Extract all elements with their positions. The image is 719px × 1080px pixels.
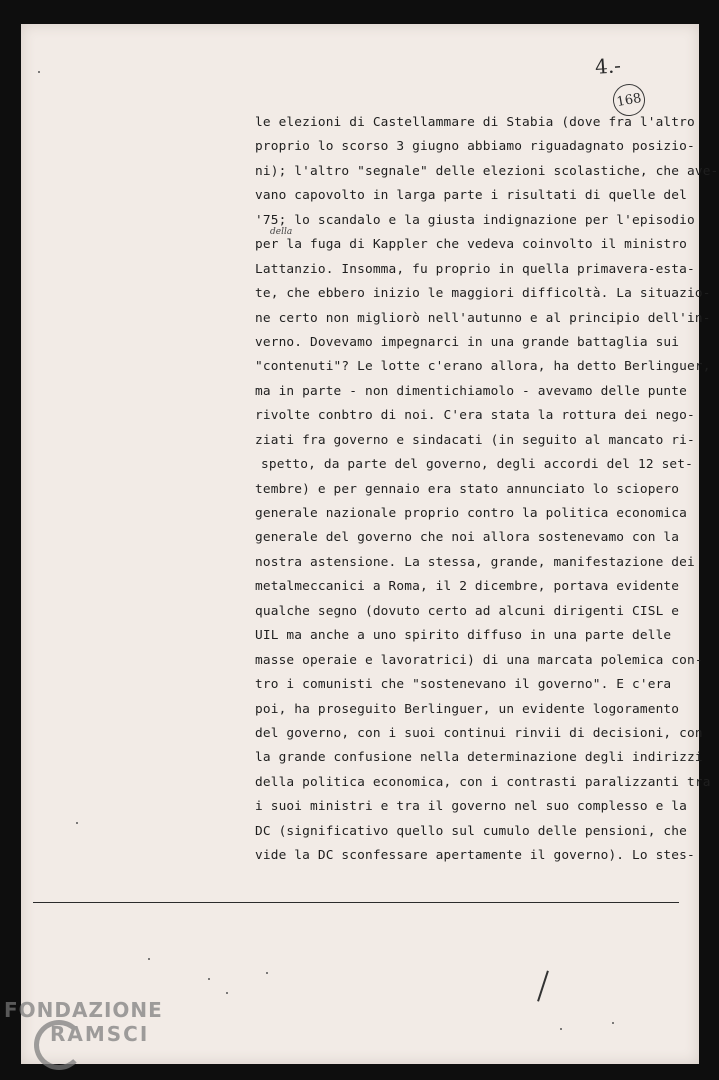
text-line: ma in parte - non dimentichiamolo - avevamo delle punte xyxy=(255,383,687,399)
text-line: '75; lo scandalo e la giusta indignazione per l'episodio xyxy=(255,212,695,228)
scan-speck xyxy=(76,822,78,824)
text-line: spetto, da parte del governo, degli accordi del 12 set- xyxy=(261,457,693,473)
text-line: generale del governo che noi allora sostenevamo con la xyxy=(255,530,680,546)
text-line: le elezioni di Castellammare di Stabia (dove fra l'altro xyxy=(255,115,695,130)
text-line: ziati fra governo e sindacati (in seguito al mancato ri- xyxy=(255,432,695,448)
text-line: metalmeccanici a Roma, il 2 dicembre, portava evidente xyxy=(255,579,680,595)
text-line: proprio lo scorso 3 giugno abbiamo riguadagnato posizio- xyxy=(255,139,695,155)
horizontal-rule xyxy=(33,902,679,903)
text-line: rivolte conbtro di noi. C'era stata la rottura dei nego- xyxy=(255,408,695,424)
scan-speck xyxy=(226,992,228,994)
scan-speck xyxy=(266,972,268,974)
scan-speck xyxy=(560,1028,562,1030)
text-line: DC (significativo quello sul cumulo delle pensioni, che xyxy=(255,823,687,839)
text-line: vano capovolto in larga parte i risultati di quelle del xyxy=(255,188,687,204)
text-line: del governo, con i suoi continui rinvii di decisioni, con xyxy=(255,725,703,741)
scan-speck xyxy=(148,958,150,960)
text-line: verno. Dovevamo impegnarci in una grande battaglia sui xyxy=(255,334,680,350)
scan-speck xyxy=(38,71,40,73)
text-line: tembre) e per gennaio era stato annunciato lo sciopero xyxy=(255,481,680,497)
text-line: nostra astensione. La stessa, grande, manifestazione dei xyxy=(255,554,695,570)
text-line: qualche segno (dovuto certo ad alcuni dirigenti CISL e xyxy=(255,603,680,619)
watermark-line-2: RAMSCI xyxy=(50,1022,150,1046)
text-line: ni); l'altro "segnale" delle elezioni scolastiche, che ave- xyxy=(255,163,719,179)
text-line: masse operaie e lavoratrici) di una marcata polemica con- xyxy=(255,652,703,668)
scan-speck xyxy=(208,978,210,980)
body-text xyxy=(255,111,719,869)
text-line: i suoi ministri e tra il governo nel suo complesso e la xyxy=(255,799,687,815)
text-line: Lattanzio. Insomma, fu proprio in quella primavera-esta- xyxy=(255,261,695,277)
text-line: della politica economica, con i contrasti paralizzanti tra xyxy=(255,774,711,790)
text-line: generale nazionale proprio contro la politica economica xyxy=(255,506,687,521)
text-line: UIL ma anche a uno spirito diffuso in una parte delle xyxy=(255,628,672,644)
fondazione-gramsci-watermark xyxy=(4,1000,163,1044)
text-line: poi, ha proseguito Berlinguer, un evidente logoramento xyxy=(255,701,680,717)
text-line: la grande confusione nella determinazione degli indirizzi xyxy=(255,750,703,766)
text-line: per la fuga di Kappler che vedeva coinvolto il ministro xyxy=(255,237,687,253)
text-line: tro i comunisti che "sostenevano il governo". E c'era xyxy=(255,677,672,693)
text-line: ne certo non migliorò nell'autunno e al principio dell'in- xyxy=(255,310,711,326)
text-line: vide la DC sconfessare apertamente il governo). Lo stes- xyxy=(255,848,695,864)
archive-stamp: 168 xyxy=(610,81,647,118)
page-number: 4.- xyxy=(594,53,622,79)
text-line: te, che ebbero inizio le maggiori difficoltà. La situazio- xyxy=(255,286,711,302)
scan-speck xyxy=(612,1022,614,1024)
watermark-g-logo xyxy=(34,1020,84,1070)
handwritten-annotation: della xyxy=(270,227,293,237)
text-line: "contenuti"? Le lotte c'erano allora, ha detto Berlinguer, xyxy=(255,359,711,375)
watermark-line-1: FONDAZIONE xyxy=(4,998,163,1022)
